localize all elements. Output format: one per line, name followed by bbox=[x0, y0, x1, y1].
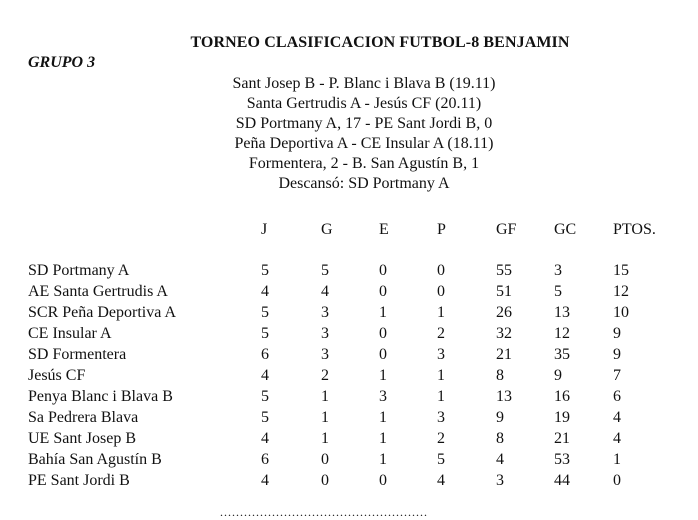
tournament-title: TORNEO CLASIFICACION FUTBOL-8 BENJAMIN bbox=[190, 34, 570, 51]
points-value: 6 bbox=[613, 388, 621, 405]
won-value: 1 bbox=[321, 430, 329, 447]
goals-for-value: 8 bbox=[496, 367, 504, 384]
team-name: Jesús CF bbox=[28, 367, 86, 384]
match-line: Formentera, 2 - B. San Agustín B, 1 bbox=[248, 155, 480, 172]
drawn-value: 1 bbox=[379, 451, 387, 468]
goals-for-value: 32 bbox=[496, 325, 512, 342]
drawn-value: 1 bbox=[379, 430, 387, 447]
points-value: 4 bbox=[613, 430, 621, 447]
won-value: 3 bbox=[321, 346, 329, 363]
team-name: AE Santa Gertrudis A bbox=[28, 283, 168, 300]
drawn-value: 1 bbox=[379, 367, 387, 384]
goals-for-value: 8 bbox=[496, 430, 504, 447]
group-label: GRUPO 3 bbox=[28, 54, 96, 71]
column-header-points: PTOS. bbox=[613, 221, 656, 238]
match-line: SD Portmany A, 17 - PE Sant Jordi B, 0 bbox=[235, 115, 493, 132]
goals-against-value: 9 bbox=[554, 367, 562, 384]
table-row bbox=[0, 366, 698, 386]
match-line: Santa Gertrudis A - Jesús CF (20.11) bbox=[246, 95, 482, 112]
lost-value: 2 bbox=[437, 325, 445, 342]
column-header-gf: GF bbox=[496, 221, 517, 238]
won-value: 4 bbox=[321, 283, 329, 300]
lost-value: 1 bbox=[437, 304, 445, 321]
column-header-p: P bbox=[437, 221, 446, 238]
played-value: 5 bbox=[261, 409, 269, 426]
team-name: CE Insular A bbox=[28, 325, 112, 342]
team-name: UE Sant Josep B bbox=[28, 430, 136, 447]
goals-against-value: 5 bbox=[554, 283, 562, 300]
played-value: 4 bbox=[261, 430, 269, 447]
points-value: 9 bbox=[613, 325, 621, 342]
drawn-value: 0 bbox=[379, 325, 387, 342]
won-value: 5 bbox=[321, 262, 329, 279]
goals-for-value: 4 bbox=[496, 451, 504, 468]
team-name: SCR Peña Deportiva A bbox=[28, 304, 176, 321]
drawn-value: 0 bbox=[379, 283, 387, 300]
lost-value: 0 bbox=[437, 262, 445, 279]
drawn-value: 1 bbox=[379, 304, 387, 321]
goals-against-value: 44 bbox=[554, 472, 570, 489]
drawn-value: 1 bbox=[379, 409, 387, 426]
dotted-separator: .................................................... bbox=[220, 505, 428, 519]
lost-value: 0 bbox=[437, 283, 445, 300]
lost-value: 4 bbox=[437, 472, 445, 489]
goals-for-value: 13 bbox=[496, 388, 512, 405]
lost-value: 2 bbox=[437, 430, 445, 447]
drawn-value: 0 bbox=[379, 472, 387, 489]
points-value: 1 bbox=[613, 451, 621, 468]
table-row bbox=[0, 450, 698, 470]
table-row bbox=[0, 324, 698, 344]
table-row bbox=[0, 261, 698, 281]
table-row bbox=[0, 471, 698, 491]
won-value: 0 bbox=[321, 472, 329, 489]
won-value: 0 bbox=[321, 451, 329, 468]
goals-for-value: 3 bbox=[496, 472, 504, 489]
won-value: 2 bbox=[321, 367, 329, 384]
goals-against-value: 19 bbox=[554, 409, 570, 426]
team-name: SD Formentera bbox=[28, 346, 127, 363]
played-value: 5 bbox=[261, 388, 269, 405]
points-value: 7 bbox=[613, 367, 621, 384]
table-row bbox=[0, 429, 698, 449]
lost-value: 1 bbox=[437, 367, 445, 384]
won-value: 3 bbox=[321, 304, 329, 321]
played-value: 4 bbox=[261, 472, 269, 489]
drawn-value: 0 bbox=[379, 262, 387, 279]
table-row bbox=[0, 408, 698, 428]
rest-line: Descansó: SD Portmany A bbox=[278, 175, 450, 192]
team-name: PE Sant Jordi B bbox=[28, 472, 130, 489]
match-line: Sant Josep B - P. Blanc i Blava B (19.11) bbox=[232, 75, 496, 92]
goals-against-value: 21 bbox=[554, 430, 570, 447]
goals-for-value: 51 bbox=[496, 283, 512, 300]
goals-against-value: 13 bbox=[554, 304, 570, 321]
points-value: 15 bbox=[613, 262, 629, 279]
goals-against-value: 35 bbox=[554, 346, 570, 363]
column-header-e: E bbox=[379, 221, 389, 238]
column-header-g: G bbox=[321, 221, 333, 238]
drawn-value: 0 bbox=[379, 346, 387, 363]
lost-value: 3 bbox=[437, 346, 445, 363]
lost-value: 5 bbox=[437, 451, 445, 468]
goals-for-value: 21 bbox=[496, 346, 512, 363]
won-value: 3 bbox=[321, 325, 329, 342]
played-value: 5 bbox=[261, 304, 269, 321]
column-header-gc: GC bbox=[554, 221, 577, 238]
table-row bbox=[0, 387, 698, 407]
table-row bbox=[0, 303, 698, 323]
points-value: 4 bbox=[613, 409, 621, 426]
points-value: 9 bbox=[613, 346, 621, 363]
team-name: Sa Pedrera Blava bbox=[28, 409, 139, 426]
goals-against-value: 3 bbox=[554, 262, 562, 279]
table-row bbox=[0, 345, 698, 365]
team-name: Penya Blanc i Blava B bbox=[28, 388, 173, 405]
played-value: 5 bbox=[261, 262, 269, 279]
points-value: 0 bbox=[613, 472, 621, 489]
played-value: 6 bbox=[261, 451, 269, 468]
team-name: Bahía San Agustín B bbox=[28, 451, 162, 468]
won-value: 1 bbox=[321, 409, 329, 426]
points-value: 12 bbox=[613, 283, 629, 300]
won-value: 1 bbox=[321, 388, 329, 405]
goals-for-value: 9 bbox=[496, 409, 504, 426]
table-row bbox=[0, 282, 698, 302]
goals-for-value: 26 bbox=[496, 304, 512, 321]
played-value: 4 bbox=[261, 283, 269, 300]
played-value: 5 bbox=[261, 325, 269, 342]
goals-against-value: 16 bbox=[554, 388, 570, 405]
lost-value: 1 bbox=[437, 388, 445, 405]
points-value: 10 bbox=[613, 304, 629, 321]
lost-value: 3 bbox=[437, 409, 445, 426]
played-value: 6 bbox=[261, 346, 269, 363]
team-name: SD Portmany A bbox=[28, 262, 130, 279]
goals-for-value: 55 bbox=[496, 262, 512, 279]
goals-against-value: 53 bbox=[554, 451, 570, 468]
match-line: Peña Deportiva A - CE Insular A (18.11) bbox=[234, 135, 494, 152]
drawn-value: 3 bbox=[379, 388, 387, 405]
goals-against-value: 12 bbox=[554, 325, 570, 342]
played-value: 4 bbox=[261, 367, 269, 384]
column-header-j: J bbox=[261, 221, 268, 238]
